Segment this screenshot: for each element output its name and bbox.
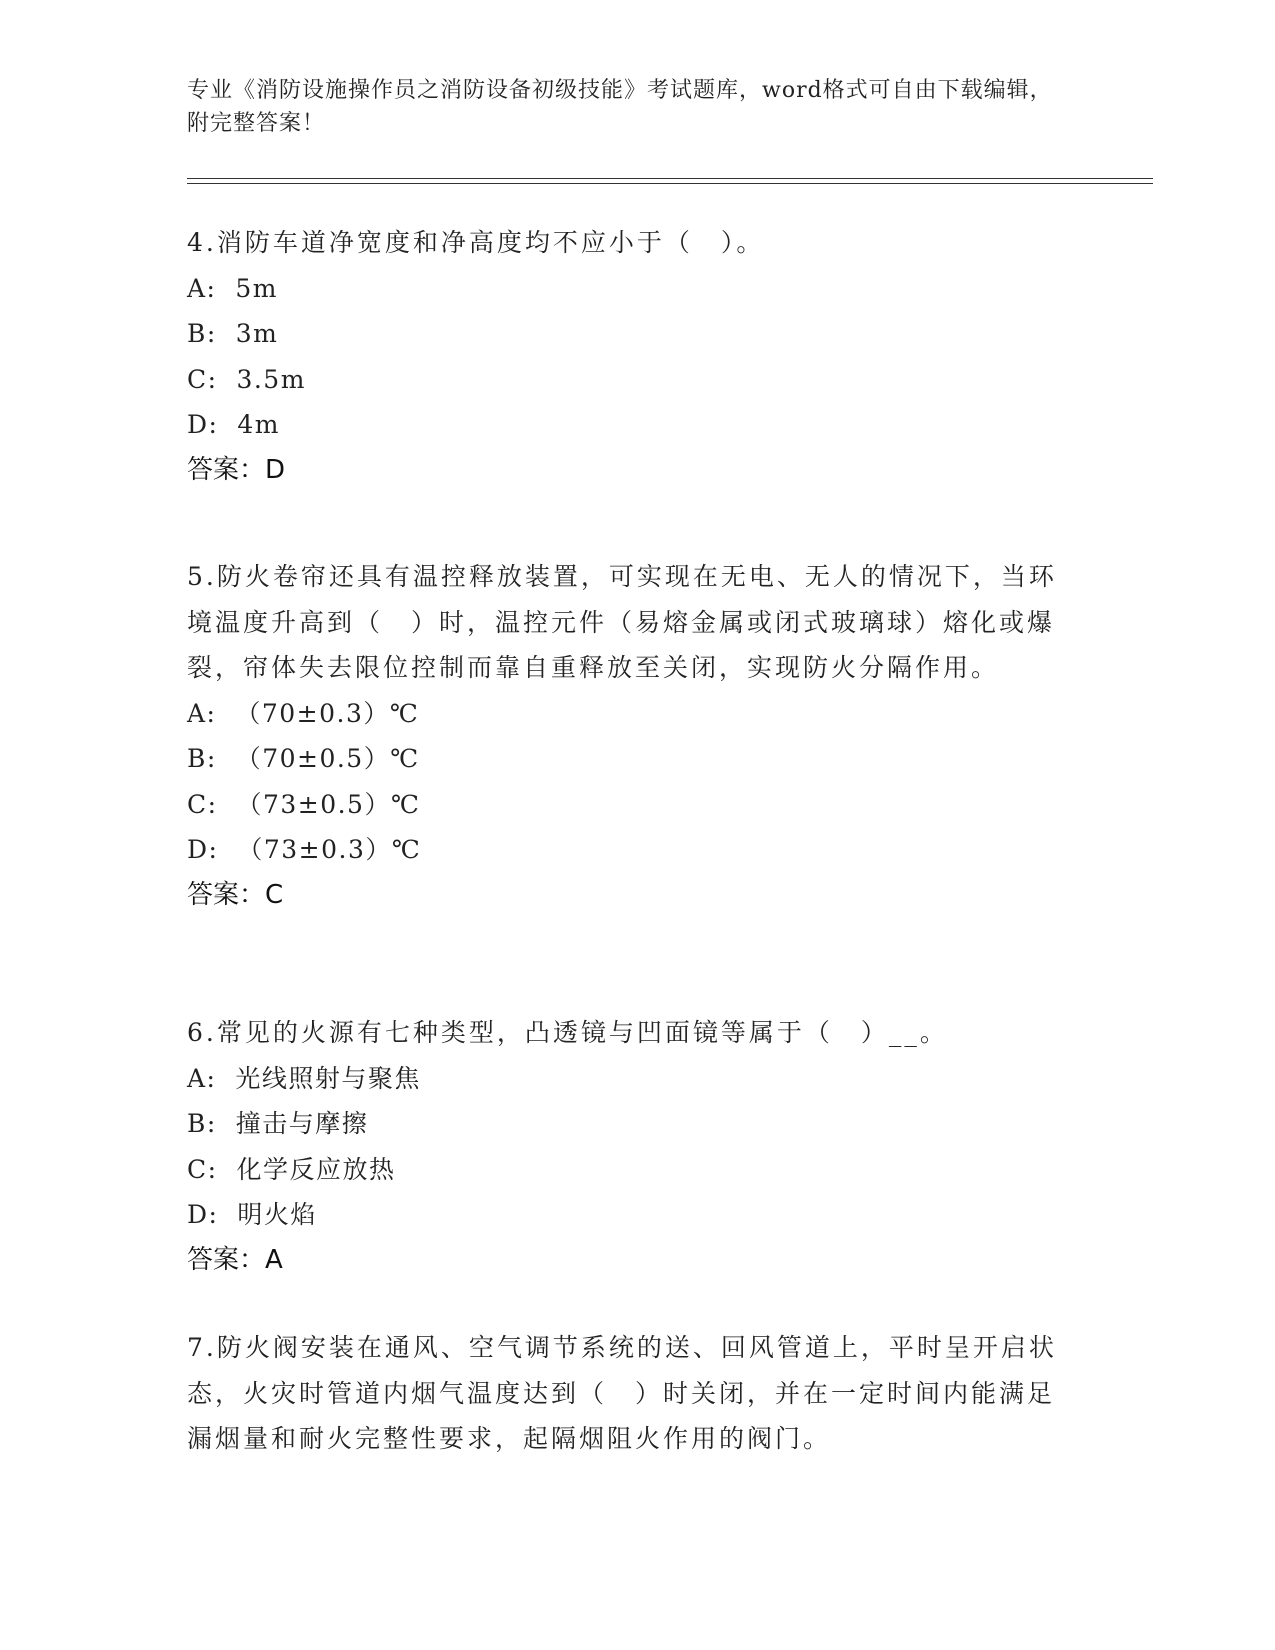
question-6 xyxy=(187,1010,1067,1283)
question-stem: 5.防火卷帘还具有温控释放装置，可实现在无电、无人的情况下，当环境温度升高到（ ）时，温控元件（易熔金属或闭式玻璃球）熔化或爆裂，帘体失去限位控制而靠自重释放至关闭，实现防火分隔作用。 xyxy=(187,562,1057,682)
question-5 xyxy=(187,554,1067,918)
option-d: D: 明火焰 xyxy=(187,1200,317,1229)
answer: 答案：A xyxy=(187,1244,283,1275)
question-stem: 4.消防车道净宽度和净高度均不应小于（ ）。 xyxy=(187,228,765,257)
option-b: B: 撞击与摩擦 xyxy=(187,1109,369,1138)
option-b: B: （70±0.5）℃ xyxy=(187,744,420,773)
option-c: C: 3.5m xyxy=(187,364,306,394)
question-stem: 6.常见的火源有七种类型，凸透镜与凹面镜等属于（ ）__。 xyxy=(187,1018,948,1047)
option-b: B: 3m xyxy=(187,319,279,348)
answer: 答案：C xyxy=(187,879,284,910)
option-c: C: （73±0.5）℃ xyxy=(187,789,421,819)
question-7 xyxy=(187,1325,1067,1462)
document-header: 专业《消防设施操作员之消防设备初级技能》考试题库，word格式可自由下载编辑，附完整答案！ xyxy=(187,78,1053,136)
question-4 xyxy=(187,220,1067,493)
option-a: A: （70±0.3）℃ xyxy=(187,698,420,728)
option-c: C: 化学反应放热 xyxy=(187,1154,396,1184)
header-divider-top xyxy=(187,178,1153,179)
answer: 答案：D xyxy=(187,454,286,485)
option-a: A: 光线照射与聚焦 xyxy=(187,1063,421,1093)
option-d: D: 4m xyxy=(187,410,280,439)
option-d: D: （73±0.3）℃ xyxy=(187,835,422,864)
header-divider-bottom xyxy=(187,183,1153,184)
option-a: A: 5m xyxy=(187,273,278,303)
question-stem: 7.防火阀安装在通风、空气调节系统的送、回风管道上，平时呈开启状态，火灾时管道内烟气温度达到（ ）时关闭，并在一定时间内能满足漏烟量和耐火完整性要求，起隔烟阻火作用的阀门。 xyxy=(187,1333,1057,1453)
